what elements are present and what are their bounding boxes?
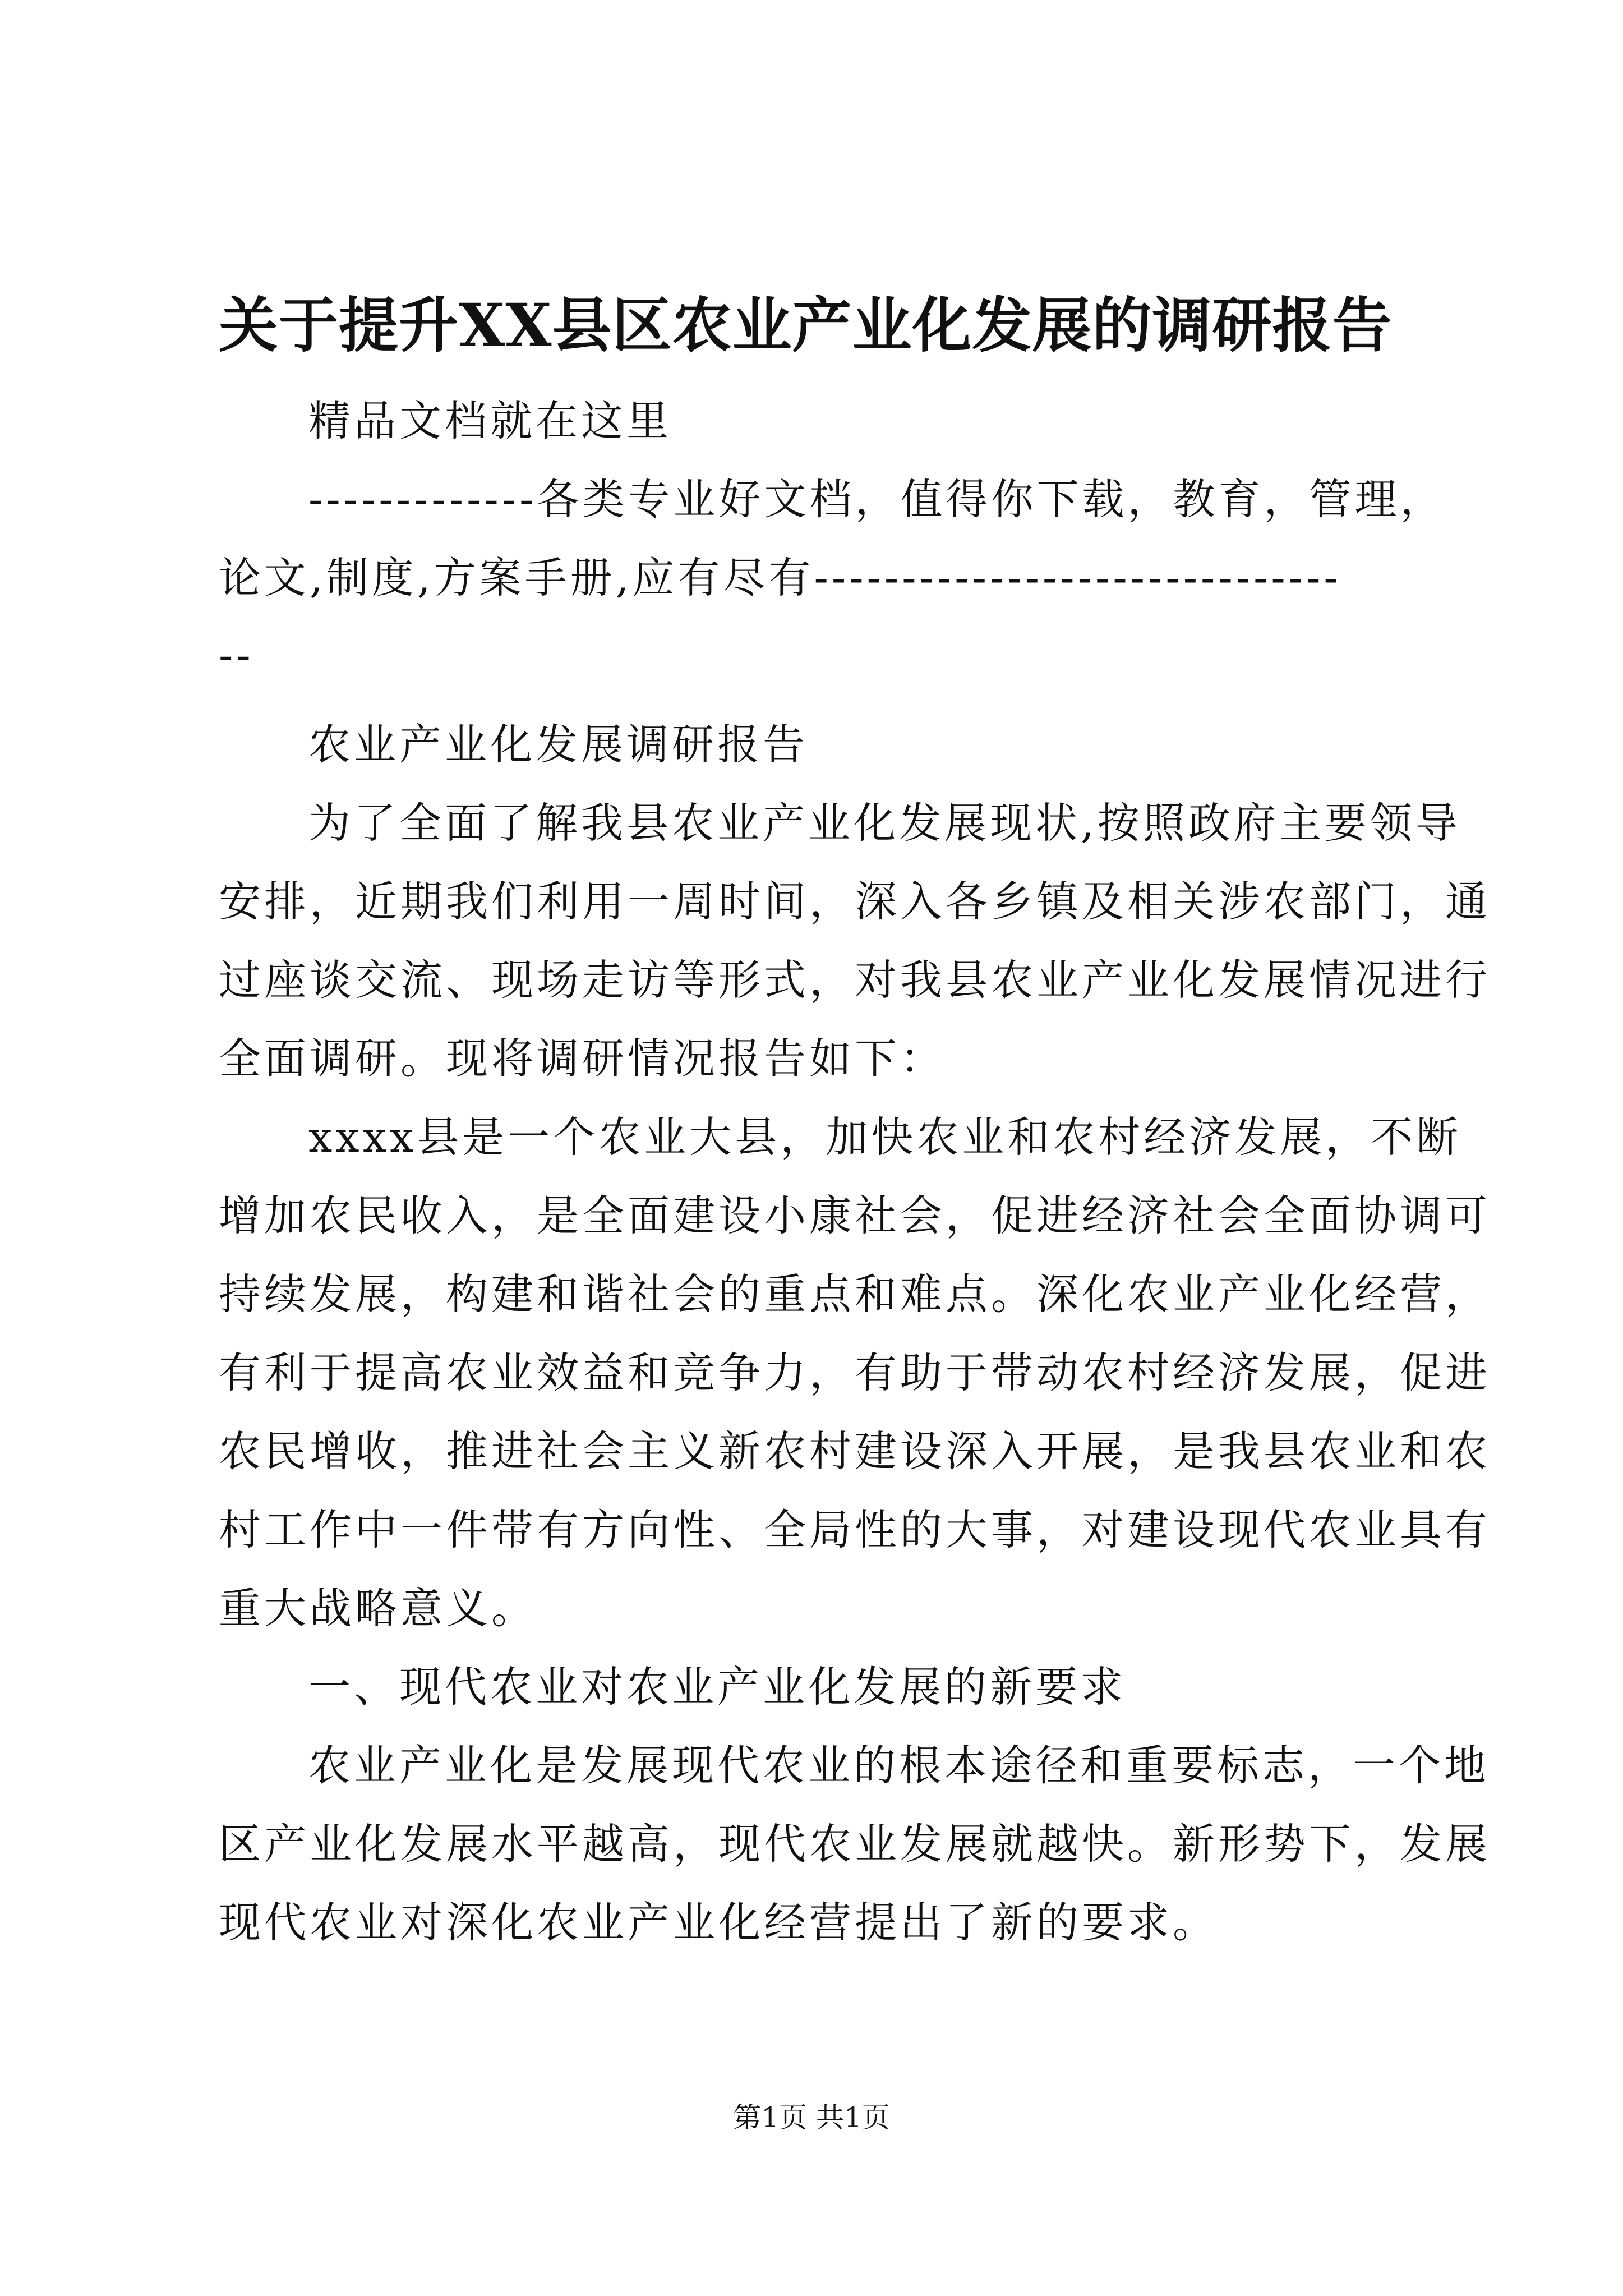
paragraph-2-line-2: 增加农民收入，是全面建设小康社会，促进经济社会全面协调可	[219, 1191, 1491, 1240]
paragraph-2-line-1: xxxx县是一个农业大县，加快农业和农村经济发展，不断	[308, 1112, 1462, 1162]
paragraph-3-line-2: 区产业化发展水平越高，现代农业发展就越快。新形势下，发展	[219, 1819, 1491, 1869]
paragraph-2-line-5: 农民增收，推进社会主义新农村建设深入开展，是我县农业和农	[219, 1427, 1491, 1476]
paragraph-2-line-3: 持续发展，构建和谐社会的重点和难点。深化农业产业化经营，	[219, 1269, 1491, 1319]
section-heading: 农业产业化发展调研报告	[308, 720, 809, 769]
paragraph-1-line-3: 过座谈交流、现场走访等形式，对我县农业产业化发展情况进行	[219, 955, 1491, 1005]
banner-line-3: --	[219, 631, 254, 680]
banner-line-1: -------------各类专业好文档，值得你下载，教育，管理，	[308, 475, 1446, 524]
page-footer: 第1页 共1页	[733, 2101, 890, 2134]
paragraph-3-line-1: 农业产业化是发展现代农业的根本途径和重要标志，一个地	[308, 1741, 1490, 1790]
paragraph-2-line-4: 有利于提高农业效益和竞争力，有助于带动农村经济发展，促进	[219, 1348, 1491, 1397]
paragraph-2-line-6: 村工作中一件带有方向性、全局性的大事，对建设现代农业具有	[219, 1505, 1491, 1554]
paragraph-1-line-1: 为了全面了解我县农业产业化发展现状,按照政府主要领导	[308, 798, 1461, 848]
banner-line-2: 论文,制度,方案手册,应有尽有------------------------------	[219, 553, 1341, 602]
paragraph-3-line-3: 现代农业对深化农业产业化经营提出了新的要求。	[219, 1898, 1219, 1947]
paragraph-2-line-7: 重大战略意义。	[219, 1584, 537, 1633]
paragraph-1-line-4: 全面调研。现将调研情况报告如下：	[219, 1034, 946, 1083]
paragraph-1-line-2: 安排，近期我们利用一周时间，深入各乡镇及相关涉农部门，通	[219, 877, 1491, 926]
tagline: 精品文档就在这里	[308, 396, 672, 445]
document-title: 关于提升XX县区农业产业化发展的调研报告	[219, 290, 1393, 360]
section-1-heading: 一、现代农业对农业产业化发展的新要求	[308, 1662, 1127, 1711]
